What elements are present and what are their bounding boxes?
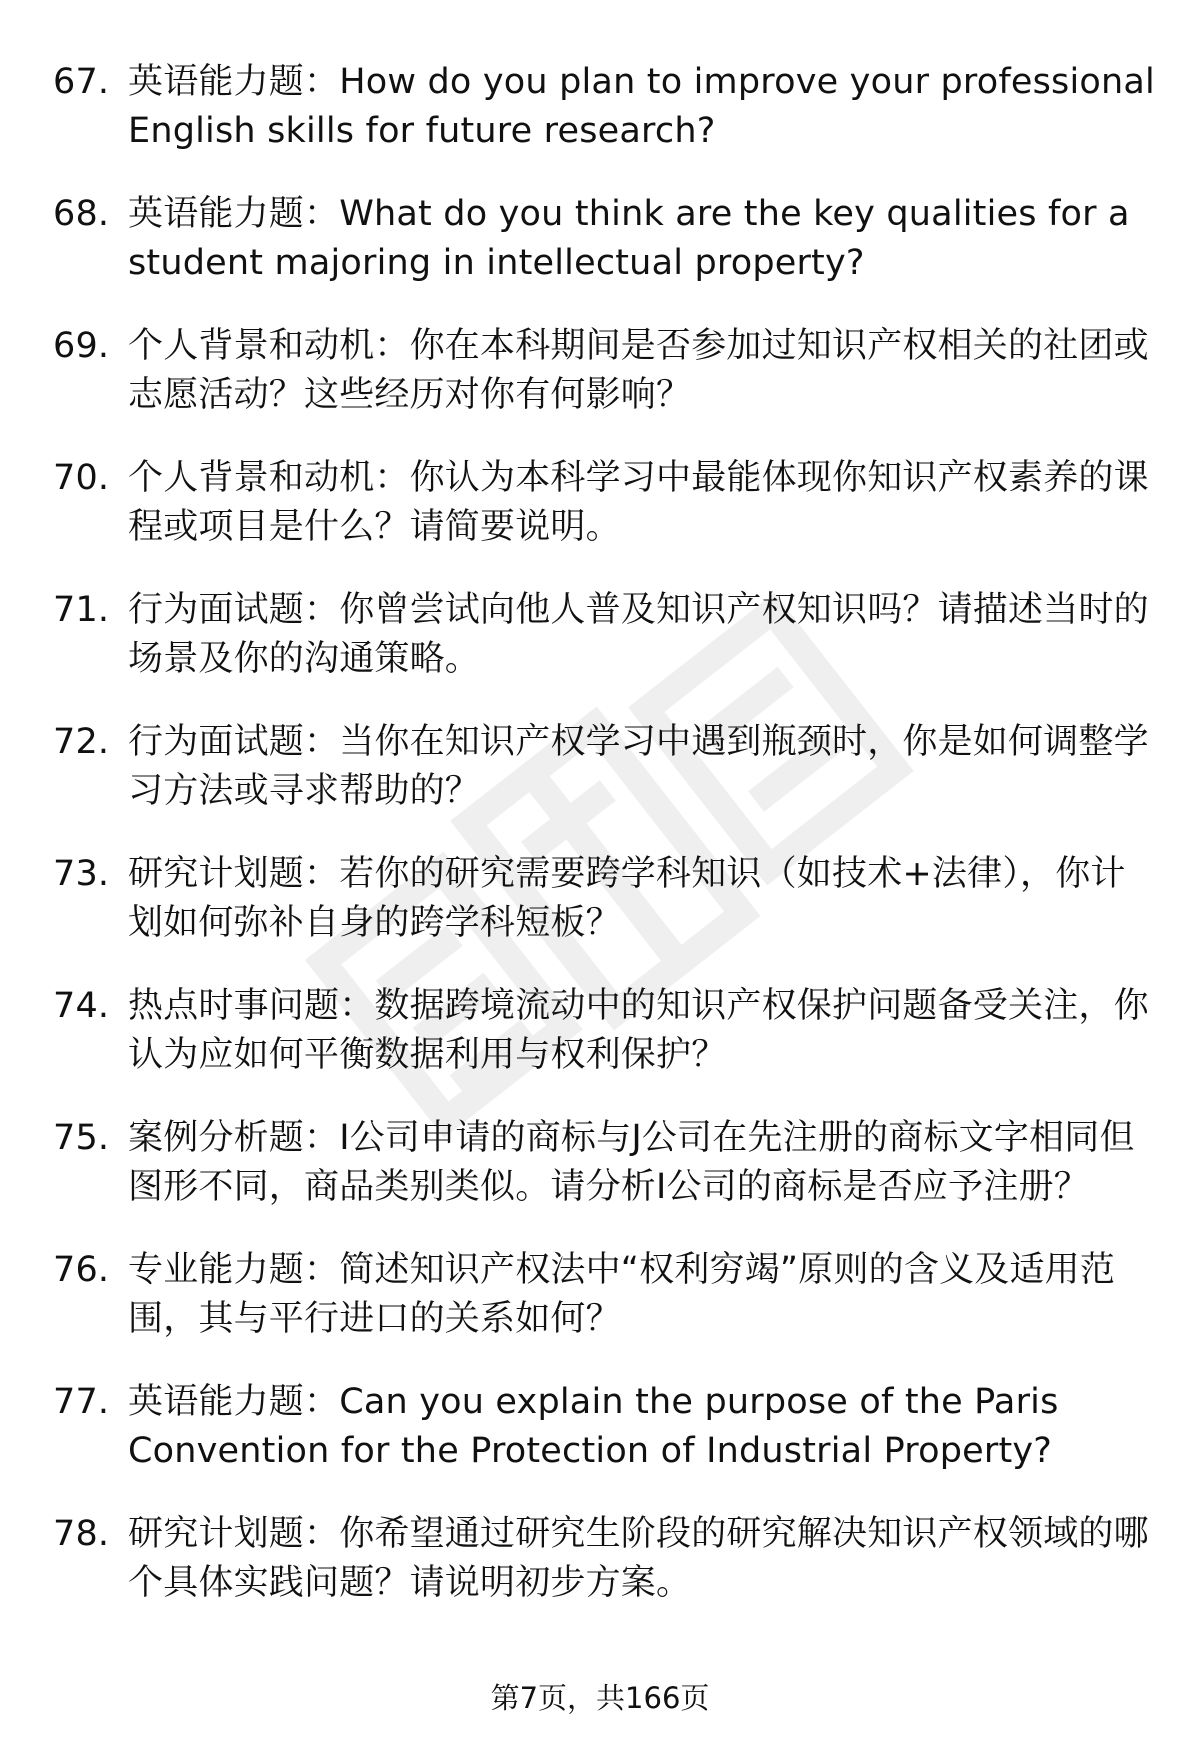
question-item xyxy=(48,454,1158,552)
question-number: 78. xyxy=(53,1514,110,1554)
question-number: 67. xyxy=(53,62,110,102)
question-text: 研究计划题：若你的研究需要跨学科知识（如技术+法律），你计划如何弥补自身的跨学科短板？ xyxy=(128,854,1126,943)
question-number: 73. xyxy=(53,854,110,894)
question-text: 行为面试题：你曾尝试向他人普及知识产权知识吗？请描述当时的场景及你的沟通策略。 xyxy=(128,590,1149,679)
question-text: 热点时事问题：数据跨境流动中的知识产权保护问题备受关注，你认为应如何平衡数据利用与权利保护？ xyxy=(128,986,1149,1075)
question-list xyxy=(48,58,1158,1642)
question-text: 案例分析题：I公司申请的商标与J公司在先注册的商标文字相同但图形不同，商品类别类似。请分析I公司的商标是否应予注册？ xyxy=(128,1118,1135,1207)
question-item xyxy=(48,718,1158,816)
question-item xyxy=(48,190,1158,288)
question-text: 英语能力题：Can you explain the purpose of the Paris Convention for the Protection of Industrial Property? xyxy=(128,1382,1059,1471)
question-number: 74. xyxy=(53,986,110,1026)
question-item xyxy=(48,1246,1158,1344)
question-text: 英语能力题：How do you plan to improve your professional English skills for future research? xyxy=(128,62,1155,151)
question-item xyxy=(48,1114,1158,1212)
question-text: 研究计划题：你希望通过研究生阶段的研究解决知识产权领域的哪个具体实践问题？请说明初步方案。 xyxy=(128,1514,1149,1603)
question-text: 个人背景和动机：你认为本科学习中最能体现你知识产权素养的课程或项目是什么？请简要说明。 xyxy=(128,458,1149,547)
question-item xyxy=(48,586,1158,684)
question-item xyxy=(48,322,1158,420)
question-item xyxy=(48,58,1158,156)
question-number: 76. xyxy=(53,1250,110,1290)
question-text: 行为面试题：当你在知识产权学习中遇到瓶颈时，你是如何调整学习方法或寻求帮助的？ xyxy=(128,722,1149,811)
question-number: 72. xyxy=(53,722,110,762)
page-footer: 第7页，共166页 xyxy=(490,1681,710,1715)
question-number: 71. xyxy=(53,590,110,630)
question-text: 个人背景和动机：你在本科期间是否参加过知识产权相关的社团或志愿活动？这些经历对你有何影响？ xyxy=(128,326,1149,415)
question-text: 专业能力题：简述知识产权法中“权利穷竭”原则的含义及适用范围，其与平行进口的关系如何？ xyxy=(128,1250,1116,1339)
question-item xyxy=(48,1510,1158,1608)
question-item xyxy=(48,1378,1158,1476)
question-number: 69. xyxy=(53,326,110,366)
question-text: 英语能力题：What do you think are the key qualities for a student majoring in intellectual property? xyxy=(128,194,1130,283)
question-number: 70. xyxy=(53,458,110,498)
question-item xyxy=(48,982,1158,1080)
question-number: 77. xyxy=(53,1382,110,1422)
question-item xyxy=(48,850,1158,948)
question-number: 68. xyxy=(53,194,110,234)
question-number: 75. xyxy=(53,1118,110,1158)
